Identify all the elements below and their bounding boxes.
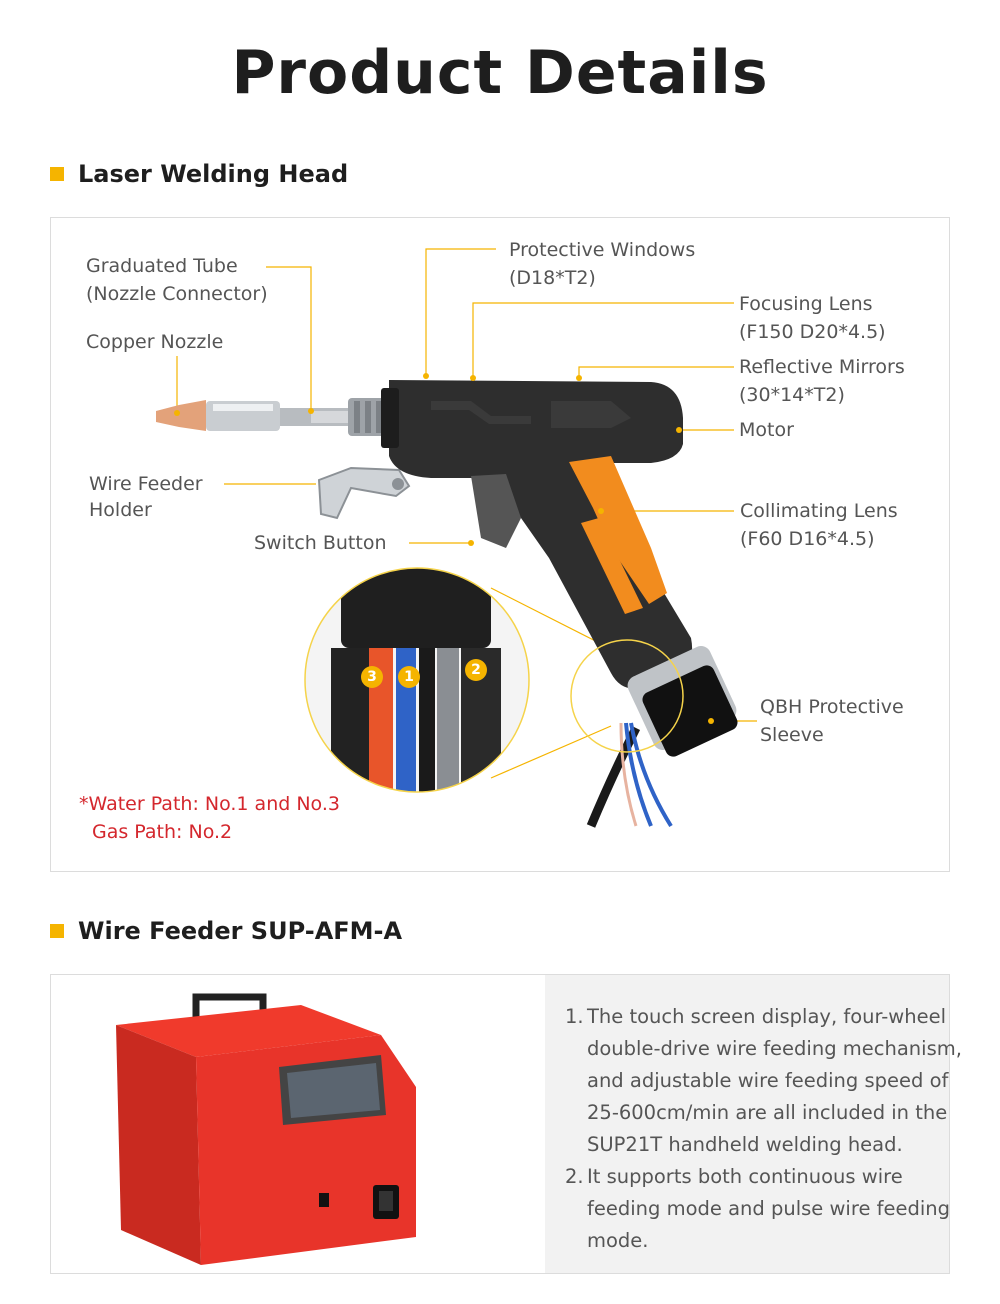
feature-item-2: 2. It supports both continuous wire feeding mode and pulse wire feeding mode. xyxy=(565,1165,951,1252)
nozzle-assembly xyxy=(156,398,388,436)
welding-head-panel xyxy=(50,217,950,872)
feature-list xyxy=(565,1001,975,1257)
section-marker xyxy=(50,924,64,938)
section-marker xyxy=(50,167,64,181)
label-switch-button: Switch Button xyxy=(254,532,387,554)
callout-1: 1 xyxy=(398,666,420,688)
callout-3: 3 xyxy=(361,666,383,688)
wire-feeder-illustration xyxy=(51,975,545,1273)
label-protective-windows: Protective Windows (D18*T2) xyxy=(509,239,696,289)
section-heading-text: Laser Welding Head xyxy=(78,160,349,188)
label-copper-nozzle: Copper Nozzle xyxy=(86,331,224,353)
label-focusing-lens: Focusing Lens (F150 D20*4.5) xyxy=(739,293,886,343)
gas-path-note: Gas Path: No.2 xyxy=(92,821,233,843)
feature-description xyxy=(545,975,962,1273)
label-collimating-lens: Collimating Lens (F60 D16*4.5) xyxy=(740,500,898,550)
label-qbh-sleeve: QBH Protective Sleeve xyxy=(760,696,904,746)
label-motor: Motor xyxy=(739,419,794,441)
callout-2: 2 xyxy=(465,659,487,681)
wire-feeder-panel xyxy=(50,974,962,1274)
label-graduated-tube: Graduated Tube (Nozzle Connector) xyxy=(86,255,268,305)
label-wire-feeder-holder: Wire Feeder Holder xyxy=(89,473,203,521)
label-reflective-mirrors: Reflective Mirrors (30*14*T2) xyxy=(739,356,905,406)
section-heading-welding-head xyxy=(50,160,348,188)
section-heading-wire-feeder xyxy=(50,917,402,945)
water-path-note: *Water Path: No.1 and No.3 xyxy=(79,793,340,815)
section-heading-text: Wire Feeder SUP-AFM-A xyxy=(78,917,403,945)
page-title: Product Details xyxy=(231,38,769,108)
wire-feeder-holder xyxy=(319,468,409,518)
feature-item-1: 1. The touch screen display, four-wheel double-drive wire feeding mechanism, and adjustable wire feeding speed of 25-600cm/min are all included in the SUP21T handheld welding head. xyxy=(565,1005,962,1156)
